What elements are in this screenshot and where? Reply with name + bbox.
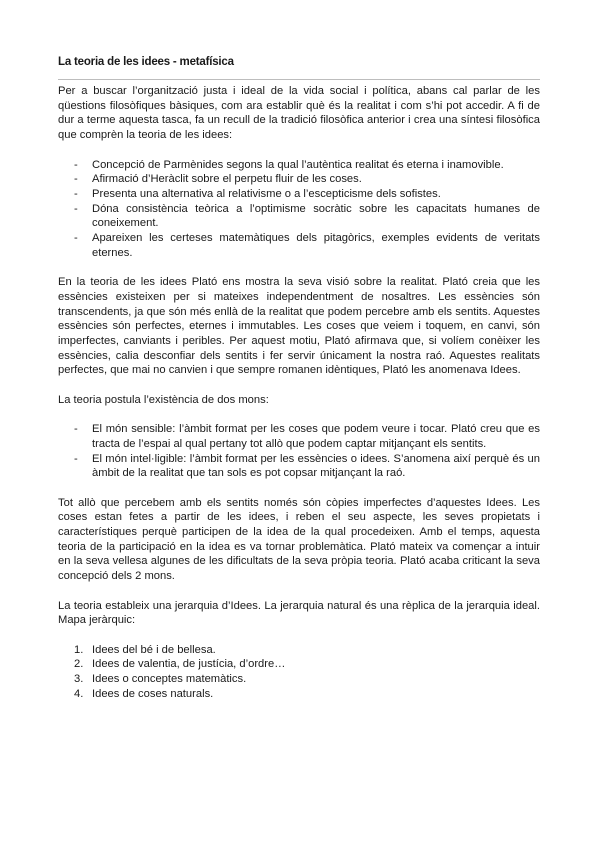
title-divider xyxy=(58,79,540,80)
list-item: 3. Idees o conceptes matemàtics. xyxy=(74,673,247,686)
ideas-paragraph: En la teoria de les idees Plató ens mostra la seva visió sobre la realitat. Plató creia que les essències existeixen per si mateixes independentment de nosaltres. Les essències són transcendents, ja que són més enllà de la realitat que podem percebre amb els sentits. Aquestes essències són perfectes, eternes i immutables. Les coses que veiem i toquem, en canvi, són imperfectes, canviants i peribles. Per aquest motiu, Plató afirmava que, si volíem conèixer les essències, calia desconfiar dels sentits i fer servir únicament la nostra raó. Aquestes realitats perfectes, que mai no canvien i que sempre romanen idèntiques, Plató les anomenava Idees. xyxy=(58,276,540,377)
copies-paragraph: Tot allò que percebem amb els sentits només són còpies imperfectes d’aquestes Idees. Les coses estan fetes a partir de les idees, i reben el seu aspecte, les seves propietats i característiques perquè participen de la idea de la qual procedeixen. Amb el temps, aquesta teoria de la participació en la idea es va tornar problemàtica. Plató mateix va començar a intuir en la seva vellesa algunes de les dificultats de la seva pròpia teoria. Plató acaba criticant la seva concepció dels 2 mons. xyxy=(58,496,540,583)
list-item: 4. Idees de coses naturals. xyxy=(74,687,214,700)
page-title: La teoria de les idees - metafísica xyxy=(58,56,234,68)
list-item: - Presenta una alternativa al relativisme o a l’escepticisme dels sofistes. xyxy=(58,187,540,202)
intro-paragraph: Per a buscar l’organització justa i ideal de la vida social i política, abans cal parlar de les qüestions filosòfiques bàsiques, com ara establir què és la realitat i com s’hi pot accedir. A fi de dur a terme aquesta tasca, fa un recull de la tradició filosòfica anterior i crea una síntesi filosòfica que comprèn la teoria de les idees: xyxy=(58,85,540,142)
worlds-list xyxy=(58,422,540,481)
list-item: - Dóna consistència teòrica a l’optimisme socràtic sobre les capacitats humanes de coneixement. xyxy=(58,202,540,231)
list-item: - Afirmació d’Heràclit sobre el perpetu fluir de les coses. xyxy=(58,172,540,187)
list-item: - El món intel·ligible: l’àmbit format per les essències o idees. S’anomena així perquè és un àmbit de la realitat que tan sols es pot copsar mitjançant la raó. xyxy=(58,452,540,481)
list-item: - Apareixen les certeses matemàtiques dels pitagòrics, exemples evidents de veritats eternes. xyxy=(58,231,540,260)
hierarchy-list xyxy=(58,643,540,702)
list-item: 1. Idees del bé i de bellesa. xyxy=(74,643,216,656)
tradition-list xyxy=(58,158,540,261)
two-worlds-intro: La teoria postula l’existència de dos mons: xyxy=(58,393,269,406)
hierarchy-paragraph: La teoria estableix una jerarquia d’Idees. La jerarquia natural és una rèplica de la jerarquia ideal. Mapa jeràrquic: xyxy=(58,599,540,627)
list-item: - El món sensible: l’àmbit format per les coses que podem veure i tocar. Plató creu que es tracta de l’espai al qual pertany tot allò que podem captar mitjançant els sentits. xyxy=(58,422,540,451)
list-item: - Concepció de Parmènides segons la qual l’autèntica realitat és eterna i inamovible. xyxy=(58,158,540,173)
document-body xyxy=(58,84,540,701)
list-item: 2. Idees de valentia, de justícia, d’ordre… xyxy=(74,658,286,671)
